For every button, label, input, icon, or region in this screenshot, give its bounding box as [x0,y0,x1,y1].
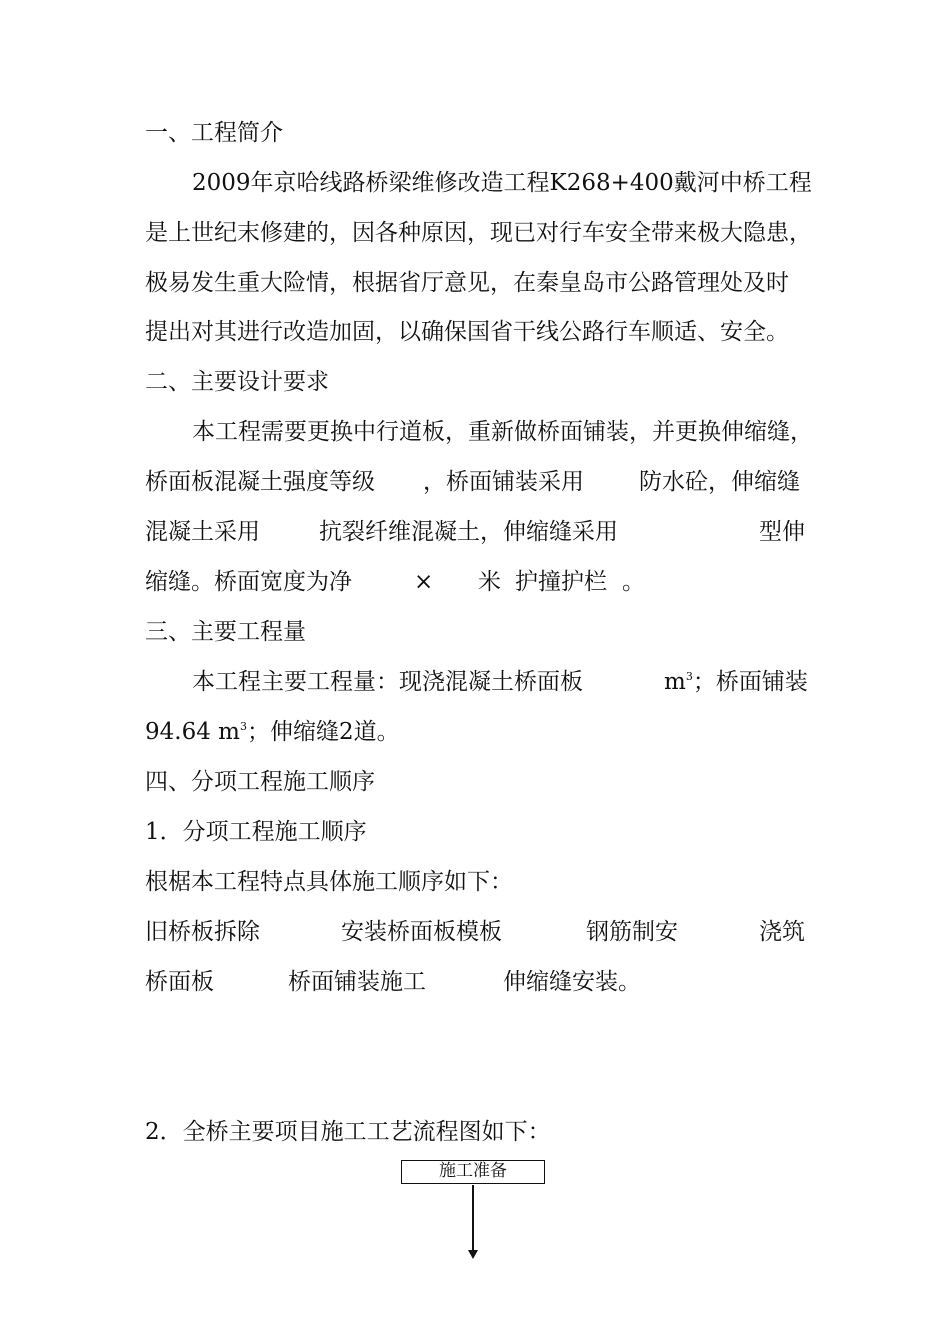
section-heading-1: 一、工程简介 [145,120,283,146]
section-heading-2: 二、主要设计要求 [145,369,329,395]
superscript: 3 [685,670,693,683]
sequence-step: 桥面板 [145,969,214,995]
text-segment: 防水砼，伸缩缝 [639,469,800,495]
section-heading-3: 三、主要工程量 [145,619,306,645]
paragraph-line: 2009年京哈线路桥梁维修改造工程K268+400戴河中桥工程 [192,170,812,196]
text-segment: ；伸缩缝2道。 [246,719,400,745]
sequence-step: 伸缩缝安装。 [503,969,641,995]
text-segment: 护撞护栏 [515,569,607,595]
sequence-step: 安装桥面板模板 [341,919,502,945]
text-segment: 缩缝。桥面宽度为净 [145,569,352,595]
paragraph-line: 极易发生重大险情，根据省厅意见，在秦皇岛市公路管理处及时 [145,270,789,296]
paragraph-line: 提出对其进行改造加固，以确保国省干线公路行车顺适、安全。 [145,319,789,345]
sequence-step: 旧桥板拆除 [145,919,260,945]
text-segment: 抗裂纤维混凝土，伸缩缝采用 [319,519,618,545]
text-segment: × [414,569,434,595]
text-segment: 。 [622,569,645,595]
text-segment: 本工程主要工程量：现浇混凝土桥面板 [192,669,583,695]
unit-text: m [664,669,686,695]
paragraph-line: 本工程需要更换中行道板，重新做桥面铺装，并更换伸缩缝， [192,419,813,445]
text-segment: ，桥面铺装采用 [423,469,584,495]
arrow-down-icon [468,1250,478,1259]
subheading: 2．全桥主要项目施工工艺流程图如下： [145,1119,551,1145]
sequence-step: 钢筋制安 [586,919,678,945]
text-segment [664,666,808,698]
flowchart-box-prep: 施工准备 [401,1160,545,1184]
subheading: 1．分项工程施工顺序 [145,819,367,845]
paragraph-line: 根椐本工程特点具体施工顺序如下： [145,869,513,895]
flowchart-connector [472,1185,474,1251]
sequence-step: 浇筑 [759,919,805,945]
text-segment: ；桥面铺装 [692,669,808,695]
paragraph-line [145,716,807,748]
text-segment: 混凝土采用 [145,519,260,545]
sequence-step: 桥面铺装施工 [288,969,426,995]
section-heading-4: 四、分项工程施工顺序 [145,769,375,795]
text-segment: 型伸 [759,519,805,545]
text-segment: 米 [478,569,501,595]
paragraph-line: 是上世纪末修建的，因各种原因，现已对行车安全带来极大隐患， [145,220,812,246]
text-segment: 桥面板混凝土强度等级 [145,469,375,495]
superscript: 3 [239,720,247,733]
text-segment: 94.64 m [145,719,240,745]
